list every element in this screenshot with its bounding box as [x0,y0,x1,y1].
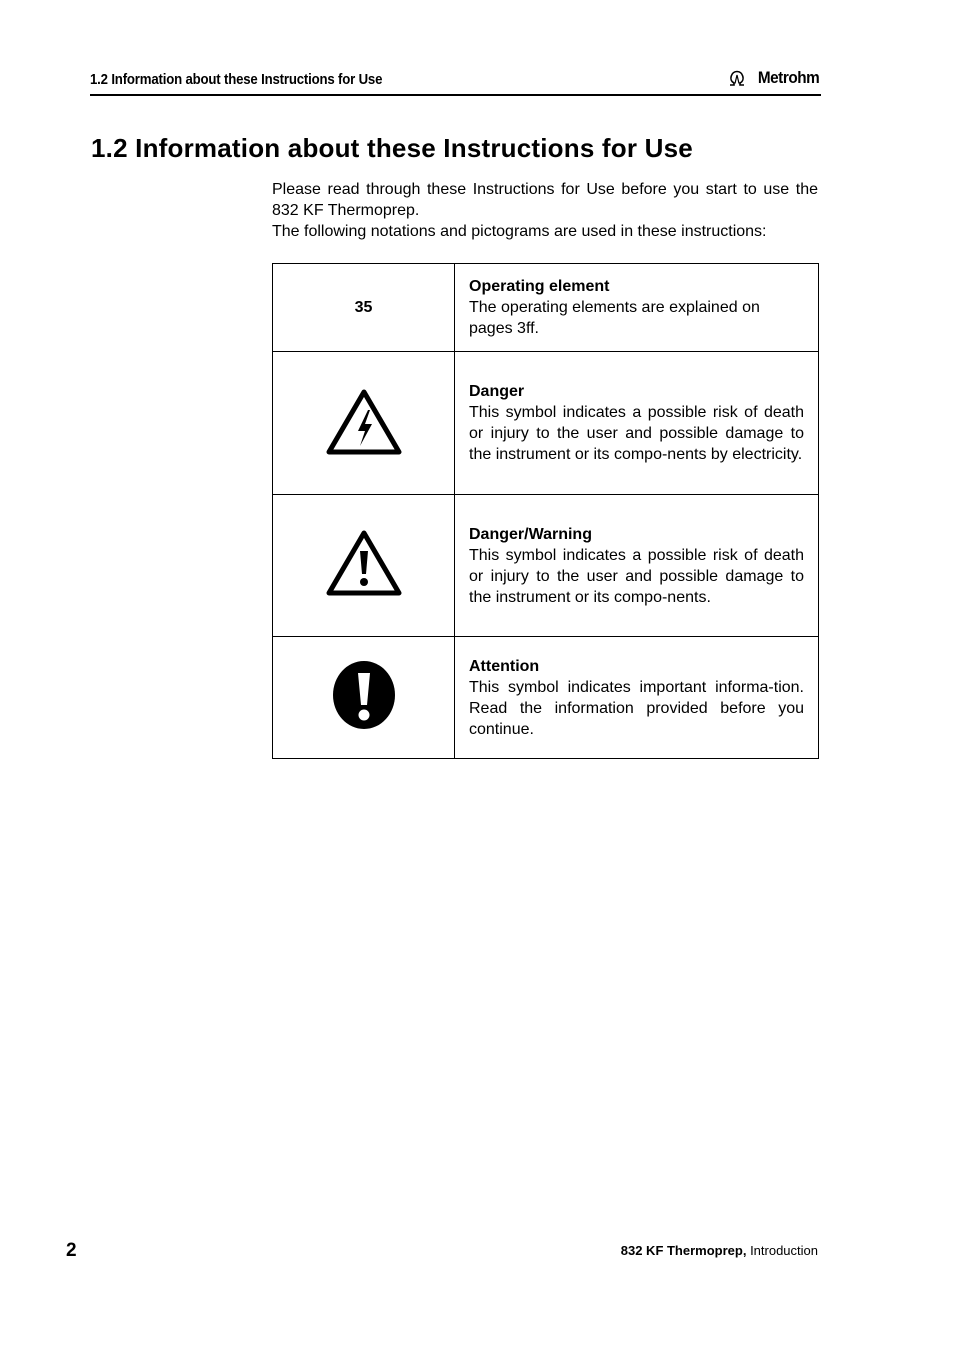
notation-term: Danger/Warning [469,525,592,543]
description-cell [455,264,819,352]
electrical-hazard-triangle-icon [324,386,404,458]
running-header-section: 1.2 Information about these Instructions for Use [90,71,383,88]
table-row-operating-element [273,264,819,352]
page-number: 2 [66,1240,77,1261]
symbol-cell [273,637,455,759]
footer-product [621,1243,818,1258]
notation-text: The operating elements are explained on pages 3ff. [469,299,760,337]
notation-text: This symbol indicates a possible risk of death or injury to the user and possible damage to the instrument or its compo-nents by electricity. [469,404,804,463]
intro-paragraph-2: The following notations and pictograms are used in these instructions: [272,223,767,240]
intro-text [272,179,818,242]
notation-term: Danger [469,383,525,400]
operating-element-number: 35 [354,298,373,316]
symbol-cell [273,352,455,495]
footer-chapter: Introduction [746,1243,818,1258]
metrohm-logo [727,68,819,88]
page-title: 1.2 Information about these Instructions for Use [91,133,693,163]
notation-term: Operating element [469,278,610,295]
symbol-cell [273,264,455,352]
table-row-attention [273,637,819,759]
metrohm-omega-icon [727,69,747,87]
table-row-danger-warning [273,495,819,637]
attention-exclamation-oval-icon [331,659,397,731]
notations-table [272,263,819,759]
running-header [90,70,821,96]
notation-text: This symbol indicates a possible risk of death or injury to the user and possible damage to the instrument or its compo-nents. [469,546,804,606]
symbol-cell [273,495,455,637]
notation-text: This symbol indicates important informa-tion. Read the information provided before you continue. [469,678,804,738]
warning-exclamation-triangle-icon [324,527,404,599]
footer-product-name: 832 KF Thermoprep, [620,1243,747,1258]
notation-term: Attention [469,657,540,675]
logo-wordmark: Metrohm [757,68,819,87]
table-row-danger [273,352,819,495]
description-cell [455,495,819,637]
intro-paragraph-1: Please read through these Instructions for Use before you start to use the 832 KF Thermoprep. [272,181,818,219]
description-cell [455,352,819,495]
description-cell [455,637,819,759]
